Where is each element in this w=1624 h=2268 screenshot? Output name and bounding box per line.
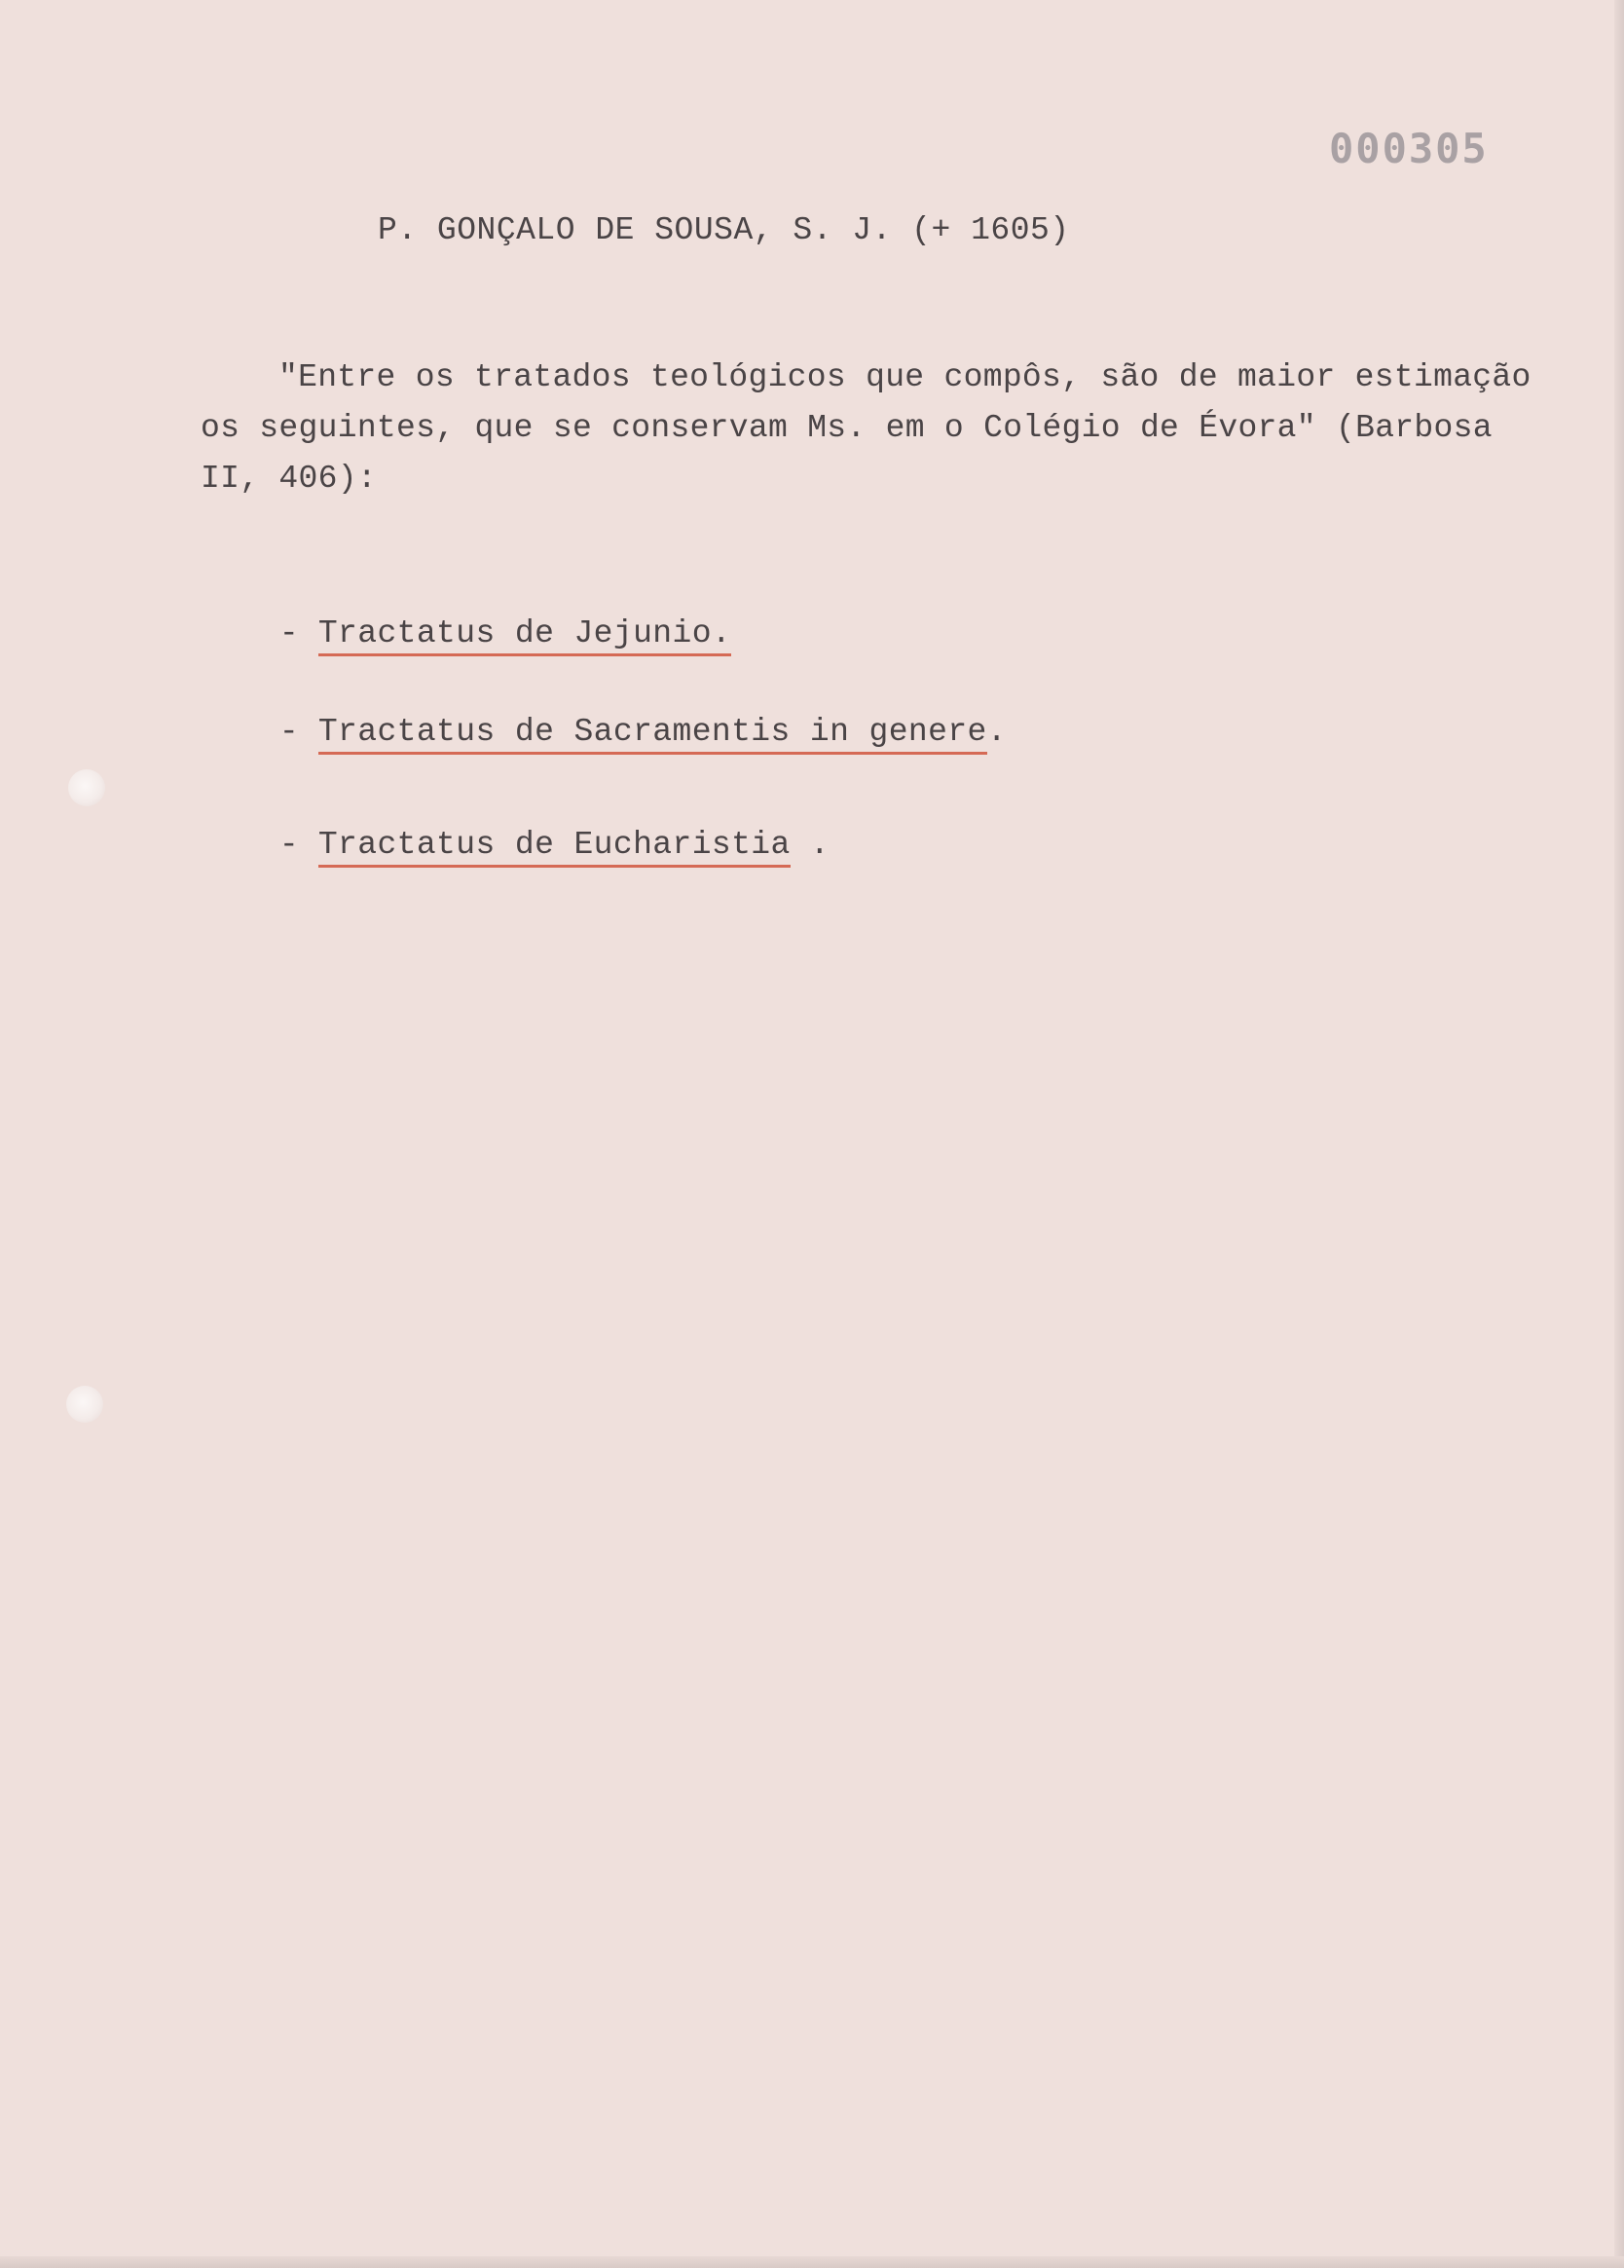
punch-hole-bottom <box>66 1386 103 1423</box>
work-title: Tractatus de Sacramentis in genere <box>318 714 987 755</box>
work-list-item <box>201 579 731 692</box>
work-list-item <box>201 791 830 904</box>
work-title: Tractatus de Jejunio. <box>318 615 731 656</box>
work-title: Tractatus de Eucharistia <box>318 827 791 868</box>
quote-line: "Entre os tratados teológicos que compôs, são de maior estimação <box>278 359 1532 395</box>
page-right-edge <box>1614 0 1624 2268</box>
quote-line: os seguintes, que se conservam Ms. em o Colégio de Évora" (Barbosa <box>201 410 1493 446</box>
archive-number-stamp: 000305 <box>1329 125 1489 172</box>
list-dash: - <box>278 615 300 651</box>
quote-line: II, 406): <box>201 461 377 497</box>
page-bottom-edge <box>0 2256 1624 2268</box>
list-dash: - <box>278 827 300 863</box>
punch-hole-top <box>68 769 105 806</box>
quote-paragraph <box>201 353 1583 504</box>
work-list-item <box>201 678 1007 791</box>
work-title-suffix: . <box>986 714 1007 750</box>
work-title-suffix: . <box>790 827 830 863</box>
list-dash: - <box>278 714 300 750</box>
document-title: P. GONÇALO DE SOUSA, S. J. (+ 1605) <box>378 212 1070 248</box>
